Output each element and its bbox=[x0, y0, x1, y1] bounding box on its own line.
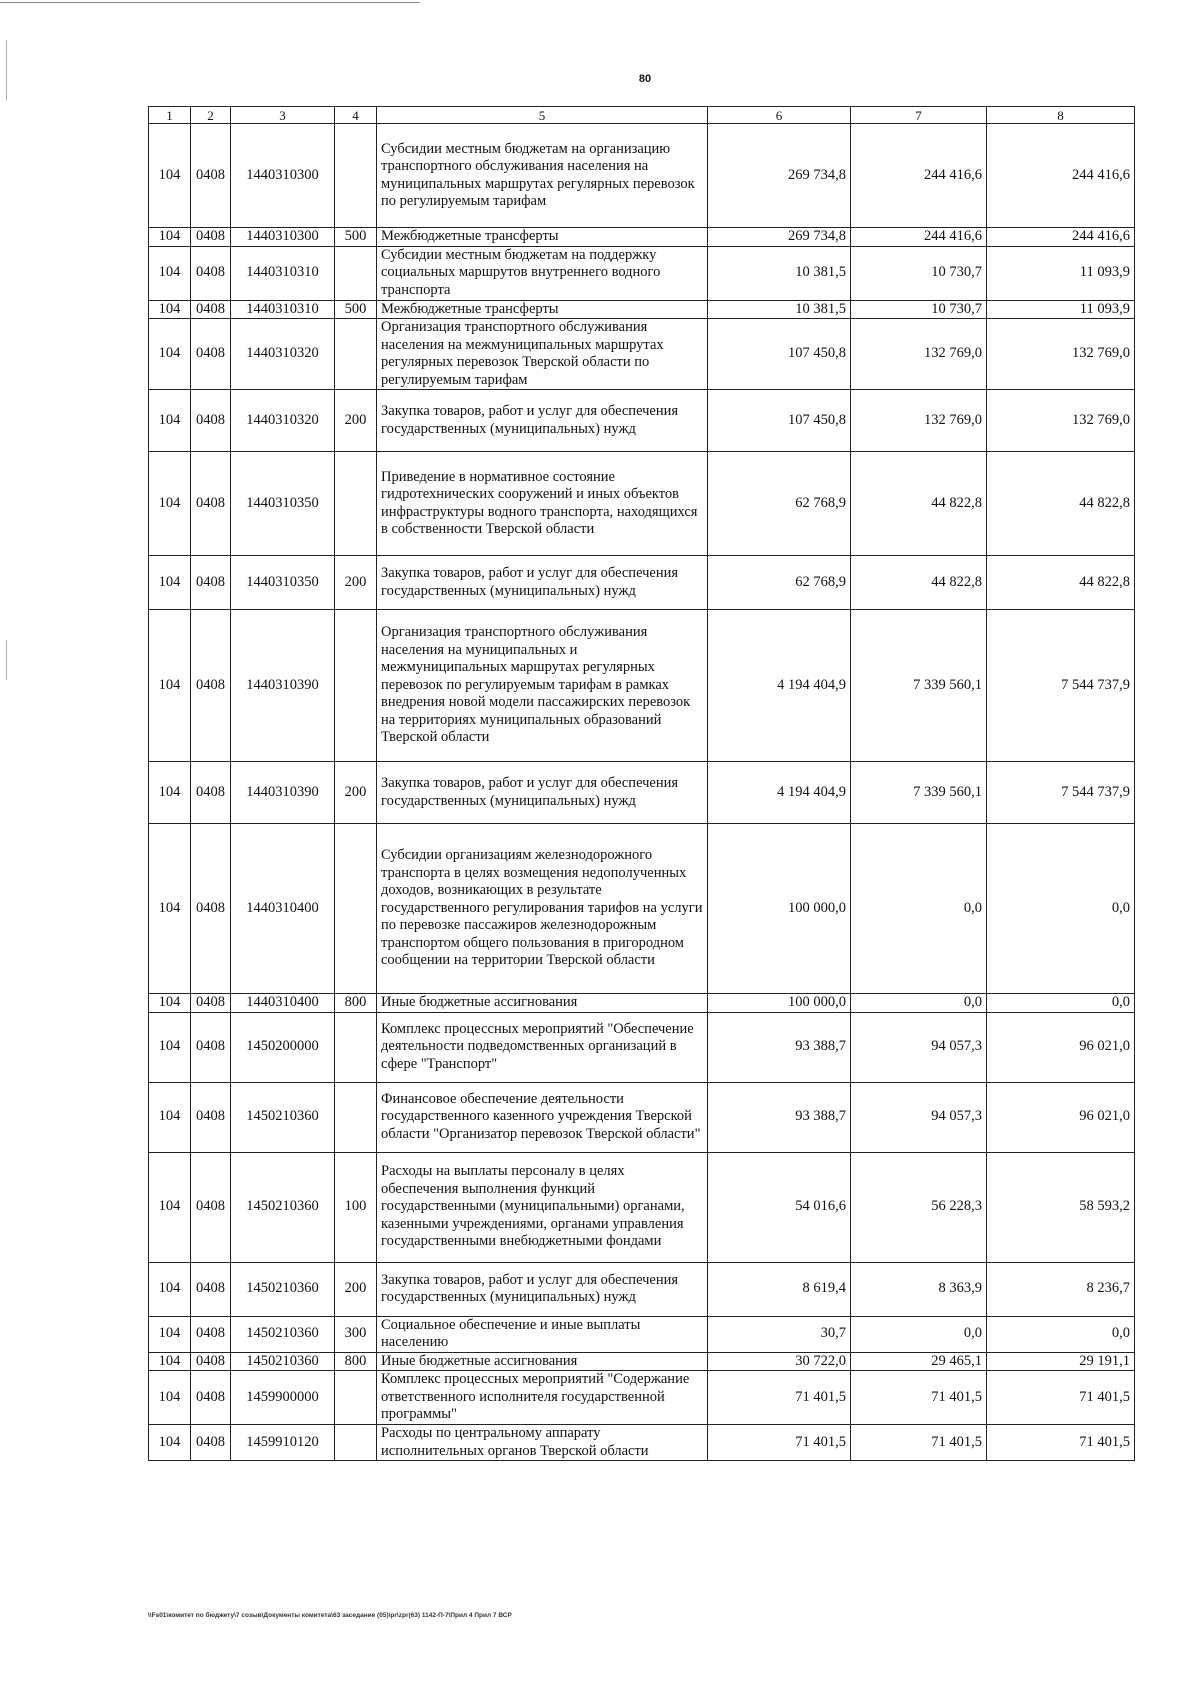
description-cell: Расходы по центральному аппарату исполнительных органов Тверской области bbox=[377, 1425, 708, 1461]
table-row bbox=[149, 1012, 1135, 1082]
amount-year-2-cell: 7 339 560,1 bbox=[851, 610, 987, 762]
column-header: 8 bbox=[987, 107, 1135, 124]
target-article-cell: 1440310390 bbox=[231, 762, 335, 824]
table-row bbox=[149, 762, 1135, 824]
expense-type-cell bbox=[335, 1012, 377, 1082]
scan-top-edge-line bbox=[0, 2, 420, 3]
table-row bbox=[149, 390, 1135, 452]
expense-type-cell bbox=[335, 1425, 377, 1461]
amount-year-2-cell: 8 363,9 bbox=[851, 1262, 987, 1316]
section-code-cell: 0408 bbox=[191, 1262, 231, 1316]
description-cell: Комплекс процессных мероприятий "Содержание ответственного исполнителя государственной программы" bbox=[377, 1371, 708, 1425]
budget-allocation-table bbox=[148, 106, 1135, 1461]
amount-year-1-cell: 8 619,4 bbox=[708, 1262, 851, 1316]
table-row bbox=[149, 452, 1135, 556]
target-article-cell: 1450200000 bbox=[231, 1012, 335, 1082]
amount-year-2-cell: 132 769,0 bbox=[851, 390, 987, 452]
table-row bbox=[149, 246, 1135, 300]
description-cell: Закупка товаров, работ и услуг для обеспечения государственных (муниципальных) нужд bbox=[377, 556, 708, 610]
department-code-cell: 104 bbox=[149, 1352, 191, 1371]
department-code-cell: 104 bbox=[149, 246, 191, 300]
amount-year-1-cell: 30 722,0 bbox=[708, 1352, 851, 1371]
amount-year-1-cell: 30,7 bbox=[708, 1316, 851, 1352]
amount-year-1-cell: 4 194 404,9 bbox=[708, 610, 851, 762]
target-article-cell: 1459910120 bbox=[231, 1425, 335, 1461]
amount-year-2-cell: 7 339 560,1 bbox=[851, 762, 987, 824]
department-code-cell: 104 bbox=[149, 1425, 191, 1461]
section-code-cell: 0408 bbox=[191, 1352, 231, 1371]
target-article-cell: 1440310310 bbox=[231, 246, 335, 300]
amount-year-2-cell: 10 730,7 bbox=[851, 300, 987, 319]
amount-year-3-cell: 71 401,5 bbox=[987, 1371, 1135, 1425]
amount-year-2-cell: 0,0 bbox=[851, 994, 987, 1013]
table-row bbox=[149, 1425, 1135, 1461]
amount-year-1-cell: 93 388,7 bbox=[708, 1012, 851, 1082]
section-code-cell: 0408 bbox=[191, 246, 231, 300]
section-code-cell: 0408 bbox=[191, 1152, 231, 1262]
scan-margin-mark bbox=[6, 40, 7, 100]
table-row bbox=[149, 300, 1135, 319]
department-code-cell: 104 bbox=[149, 1082, 191, 1152]
amount-year-3-cell: 96 021,0 bbox=[987, 1082, 1135, 1152]
department-code-cell: 104 bbox=[149, 610, 191, 762]
section-code-cell: 0408 bbox=[191, 452, 231, 556]
department-code-cell: 104 bbox=[149, 1371, 191, 1425]
amount-year-2-cell: 44 822,8 bbox=[851, 452, 987, 556]
department-code-cell: 104 bbox=[149, 319, 191, 390]
table-row bbox=[149, 1082, 1135, 1152]
target-article-cell: 1440310400 bbox=[231, 994, 335, 1013]
amount-year-2-cell: 71 401,5 bbox=[851, 1371, 987, 1425]
target-article-cell: 1450210360 bbox=[231, 1316, 335, 1352]
target-article-cell: 1440310350 bbox=[231, 452, 335, 556]
department-code-cell: 104 bbox=[149, 1152, 191, 1262]
department-code-cell: 104 bbox=[149, 124, 191, 228]
column-number-header-row bbox=[149, 107, 1135, 124]
department-code-cell: 104 bbox=[149, 1012, 191, 1082]
expense-type-cell bbox=[335, 1082, 377, 1152]
description-cell: Межбюджетные трансферты bbox=[377, 300, 708, 319]
amount-year-1-cell: 62 768,9 bbox=[708, 556, 851, 610]
department-code-cell: 104 bbox=[149, 1316, 191, 1352]
department-code-cell: 104 bbox=[149, 556, 191, 610]
amount-year-3-cell: 132 769,0 bbox=[987, 319, 1135, 390]
department-code-cell: 104 bbox=[149, 1262, 191, 1316]
expense-type-cell: 200 bbox=[335, 762, 377, 824]
section-code-cell: 0408 bbox=[191, 824, 231, 994]
expense-type-cell: 800 bbox=[335, 1352, 377, 1371]
table-row bbox=[149, 994, 1135, 1013]
amount-year-2-cell: 94 057,3 bbox=[851, 1012, 987, 1082]
table-row bbox=[149, 1371, 1135, 1425]
target-article-cell: 1440310310 bbox=[231, 300, 335, 319]
description-cell: Закупка товаров, работ и услуг для обеспечения государственных (муниципальных) нужд bbox=[377, 390, 708, 452]
department-code-cell: 104 bbox=[149, 762, 191, 824]
column-header: 2 bbox=[191, 107, 231, 124]
amount-year-1-cell: 269 734,8 bbox=[708, 228, 851, 247]
amount-year-3-cell: 44 822,8 bbox=[987, 556, 1135, 610]
description-cell: Расходы на выплаты персоналу в целях обеспечения выполнения функций государственными (муниципальными) органами, казенными учреждениями, органами управления государственными внебюджетными фондами bbox=[377, 1152, 708, 1262]
section-code-cell: 0408 bbox=[191, 319, 231, 390]
amount-year-1-cell: 100 000,0 bbox=[708, 824, 851, 994]
table-row bbox=[149, 1352, 1135, 1371]
expense-type-cell bbox=[335, 452, 377, 556]
amount-year-2-cell: 0,0 bbox=[851, 824, 987, 994]
amount-year-3-cell: 7 544 737,9 bbox=[987, 762, 1135, 824]
amount-year-3-cell: 29 191,1 bbox=[987, 1352, 1135, 1371]
target-article-cell: 1440310390 bbox=[231, 610, 335, 762]
amount-year-1-cell: 62 768,9 bbox=[708, 452, 851, 556]
page-number: 80 bbox=[638, 73, 652, 85]
description-cell: Финансовое обеспечение деятельности государственного казенного учреждения Тверской области "Организатор перевозок Тверской области" bbox=[377, 1082, 708, 1152]
amount-year-1-cell: 107 450,8 bbox=[708, 390, 851, 452]
amount-year-1-cell: 100 000,0 bbox=[708, 994, 851, 1013]
section-code-cell: 0408 bbox=[191, 762, 231, 824]
column-header: 7 bbox=[851, 107, 987, 124]
amount-year-3-cell: 7 544 737,9 bbox=[987, 610, 1135, 762]
table-row bbox=[149, 1262, 1135, 1316]
amount-year-2-cell: 71 401,5 bbox=[851, 1425, 987, 1461]
table-row bbox=[149, 1152, 1135, 1262]
column-header: 3 bbox=[231, 107, 335, 124]
description-cell: Организация транспортного обслуживания населения на муниципальных и межмуниципальных маршрутах регулярных перевозок по регулируемым тарифам в рамках внедрения новой модели пассажирских перевозок на территориях муниципальных образований Тверской области bbox=[377, 610, 708, 762]
section-code-cell: 0408 bbox=[191, 1082, 231, 1152]
amount-year-1-cell: 4 194 404,9 bbox=[708, 762, 851, 824]
amount-year-3-cell: 132 769,0 bbox=[987, 390, 1135, 452]
table-row bbox=[149, 556, 1135, 610]
amount-year-3-cell: 11 093,9 bbox=[987, 246, 1135, 300]
section-code-cell: 0408 bbox=[191, 390, 231, 452]
description-cell: Комплекс процессных мероприятий "Обеспечение деятельности подведомственных организаций в сфере "Транспорт" bbox=[377, 1012, 708, 1082]
table-row bbox=[149, 1316, 1135, 1352]
section-code-cell: 0408 bbox=[191, 1012, 231, 1082]
amount-year-1-cell: 71 401,5 bbox=[708, 1371, 851, 1425]
table-row bbox=[149, 610, 1135, 762]
amount-year-1-cell: 54 016,6 bbox=[708, 1152, 851, 1262]
section-code-cell: 0408 bbox=[191, 300, 231, 319]
target-article-cell: 1450210360 bbox=[231, 1262, 335, 1316]
column-header: 1 bbox=[149, 107, 191, 124]
amount-year-3-cell: 58 593,2 bbox=[987, 1152, 1135, 1262]
expense-type-cell: 200 bbox=[335, 1262, 377, 1316]
description-cell: Закупка товаров, работ и услуг для обеспечения государственных (муниципальных) нужд bbox=[377, 1262, 708, 1316]
expense-type-cell bbox=[335, 124, 377, 228]
amount-year-1-cell: 107 450,8 bbox=[708, 319, 851, 390]
description-cell: Иные бюджетные ассигнования bbox=[377, 994, 708, 1013]
department-code-cell: 104 bbox=[149, 390, 191, 452]
table-row bbox=[149, 228, 1135, 247]
section-code-cell: 0408 bbox=[191, 994, 231, 1013]
amount-year-2-cell: 244 416,6 bbox=[851, 228, 987, 247]
expense-type-cell bbox=[335, 319, 377, 390]
description-cell: Межбюджетные трансферты bbox=[377, 228, 708, 247]
amount-year-2-cell: 94 057,3 bbox=[851, 1082, 987, 1152]
target-article-cell: 1440310300 bbox=[231, 228, 335, 247]
column-header: 4 bbox=[335, 107, 377, 124]
amount-year-3-cell: 11 093,9 bbox=[987, 300, 1135, 319]
target-article-cell: 1440310300 bbox=[231, 124, 335, 228]
table-row bbox=[149, 319, 1135, 390]
amount-year-3-cell: 0,0 bbox=[987, 1316, 1135, 1352]
amount-year-3-cell: 71 401,5 bbox=[987, 1425, 1135, 1461]
amount-year-2-cell: 10 730,7 bbox=[851, 246, 987, 300]
amount-year-3-cell: 44 822,8 bbox=[987, 452, 1135, 556]
department-code-cell: 104 bbox=[149, 824, 191, 994]
department-code-cell: 104 bbox=[149, 228, 191, 247]
target-article-cell: 1450210360 bbox=[231, 1152, 335, 1262]
amount-year-1-cell: 10 381,5 bbox=[708, 246, 851, 300]
expense-type-cell: 200 bbox=[335, 390, 377, 452]
description-cell: Социальное обеспечение и иные выплаты населению bbox=[377, 1316, 708, 1352]
description-cell: Субсидии местным бюджетам на организацию транспортного обслуживания населения на муниципальных маршрутах регулярных перевозок по регулируемым тарифам bbox=[377, 124, 708, 228]
expense-type-cell: 500 bbox=[335, 228, 377, 247]
amount-year-1-cell: 93 388,7 bbox=[708, 1082, 851, 1152]
section-code-cell: 0408 bbox=[191, 1425, 231, 1461]
target-article-cell: 1450210360 bbox=[231, 1082, 335, 1152]
description-cell: Субсидии организациям железнодорожного транспорта в целях возмещения недополученных доходов, возникающих в результате государственного регулирования тарифов на услуги по перевозке пассажиров железнодорожным транспортом общего пользования в пригородном сообщении на территории Тверской области bbox=[377, 824, 708, 994]
description-cell: Организация транспортного обслуживания населения на межмуниципальных маршрутах регулярных перевозок Тверской области по регулируемым тарифам bbox=[377, 319, 708, 390]
amount-year-2-cell: 0,0 bbox=[851, 1316, 987, 1352]
expense-type-cell: 500 bbox=[335, 300, 377, 319]
amount-year-2-cell: 132 769,0 bbox=[851, 319, 987, 390]
section-code-cell: 0408 bbox=[191, 610, 231, 762]
file-path-footer: \\Fs01\комитет по бюджету\7 созыв\Документы комитета\63 заседание (05)\pr\zpr(63) 1142-П-7\Прил 4 Прил 7 ВСР bbox=[148, 1612, 512, 1619]
department-code-cell: 104 bbox=[149, 994, 191, 1013]
amount-year-1-cell: 10 381,5 bbox=[708, 300, 851, 319]
description-cell: Приведение в нормативное состояние гидротехнических сооружений и иных объектов инфраструктуры водного транспорта, находящихся в собственности Тверской области bbox=[377, 452, 708, 556]
section-code-cell: 0408 bbox=[191, 556, 231, 610]
amount-year-1-cell: 71 401,5 bbox=[708, 1425, 851, 1461]
target-article-cell: 1440310400 bbox=[231, 824, 335, 994]
department-code-cell: 104 bbox=[149, 452, 191, 556]
amount-year-3-cell: 0,0 bbox=[987, 824, 1135, 994]
column-header: 5 bbox=[377, 107, 708, 124]
amount-year-3-cell: 8 236,7 bbox=[987, 1262, 1135, 1316]
amount-year-3-cell: 0,0 bbox=[987, 994, 1135, 1013]
amount-year-2-cell: 29 465,1 bbox=[851, 1352, 987, 1371]
expense-type-cell: 200 bbox=[335, 556, 377, 610]
amount-year-3-cell: 244 416,6 bbox=[987, 124, 1135, 228]
target-article-cell: 1459900000 bbox=[231, 1371, 335, 1425]
expense-type-cell bbox=[335, 610, 377, 762]
description-cell: Субсидии местным бюджетам на поддержку социальных маршрутов внутреннего водного транспорта bbox=[377, 246, 708, 300]
amount-year-2-cell: 56 228,3 bbox=[851, 1152, 987, 1262]
amount-year-2-cell: 244 416,6 bbox=[851, 124, 987, 228]
section-code-cell: 0408 bbox=[191, 1371, 231, 1425]
target-article-cell: 1450210360 bbox=[231, 1352, 335, 1371]
target-article-cell: 1440310320 bbox=[231, 319, 335, 390]
expense-type-cell: 100 bbox=[335, 1152, 377, 1262]
amount-year-3-cell: 96 021,0 bbox=[987, 1012, 1135, 1082]
target-article-cell: 1440310320 bbox=[231, 390, 335, 452]
department-code-cell: 104 bbox=[149, 300, 191, 319]
expense-type-cell bbox=[335, 824, 377, 994]
expense-type-cell bbox=[335, 246, 377, 300]
expense-type-cell: 300 bbox=[335, 1316, 377, 1352]
description-cell: Иные бюджетные ассигнования bbox=[377, 1352, 708, 1371]
amount-year-1-cell: 269 734,8 bbox=[708, 124, 851, 228]
expense-type-cell bbox=[335, 1371, 377, 1425]
description-cell: Закупка товаров, работ и услуг для обеспечения государственных (муниципальных) нужд bbox=[377, 762, 708, 824]
section-code-cell: 0408 bbox=[191, 124, 231, 228]
column-header: 6 bbox=[708, 107, 851, 124]
section-code-cell: 0408 bbox=[191, 1316, 231, 1352]
section-code-cell: 0408 bbox=[191, 228, 231, 247]
table-row bbox=[149, 124, 1135, 228]
expense-type-cell: 800 bbox=[335, 994, 377, 1013]
table-row bbox=[149, 824, 1135, 994]
amount-year-2-cell: 44 822,8 bbox=[851, 556, 987, 610]
amount-year-3-cell: 244 416,6 bbox=[987, 228, 1135, 247]
scan-margin-mark bbox=[6, 640, 7, 680]
target-article-cell: 1440310350 bbox=[231, 556, 335, 610]
